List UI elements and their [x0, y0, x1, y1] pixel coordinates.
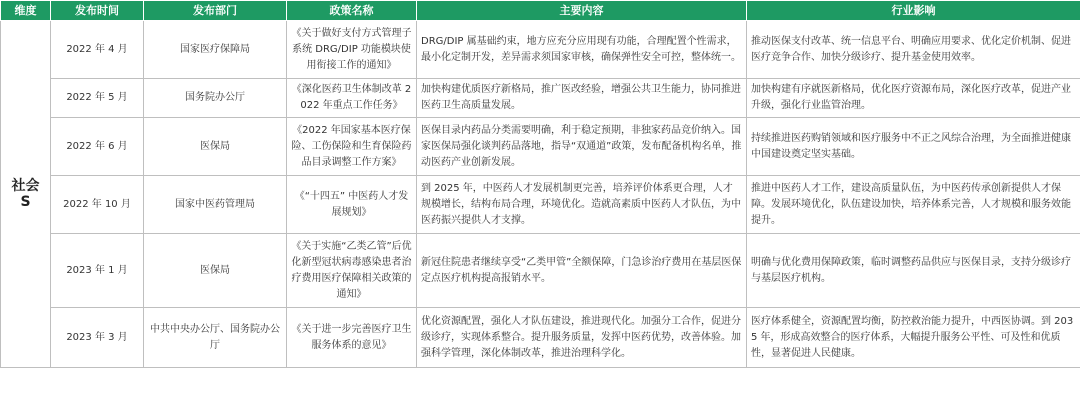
department-cell: 国家医疗保障局: [144, 21, 287, 79]
impact-cell: 医疗体系健全，资源配置均衡，防控救治能力提升，中西医协调。到 2035 年，形成高效整合的医疗体系，大幅提升服务公平性、可及性和优质性，显著促进人民健康。: [747, 308, 1080, 368]
header-content: 主要内容: [417, 1, 747, 21]
policy-cell: 《关于进一步完善医疗卫生服务体系的意见》: [287, 308, 417, 368]
content-cell: 到 2025 年，中医药人才发展机制更完善，培养评价体系更合理，人才规模增长，结构布局合理，环境优化。造就高素质中医药人才队伍，为中医药振兴提供人才支撑。: [417, 176, 747, 234]
content-cell: 加快构建优质医疗新格局，推广医改经验，增强公共卫生能力，协同推进医药卫生高质量发展。: [417, 79, 747, 118]
content-cell: DRG/DIP 属基础约束，地方应充分应用现有功能，合理配置个性需求，最小化定制开发，差异需求须国家审核，确保弹性安全可控，整体统一。: [417, 21, 747, 79]
policy-cell: 《深化医药卫生体制改革 2022 年重点工作任务》: [287, 79, 417, 118]
content-cell: 优化资源配置，强化人才队伍建设，推进现代化。加强分工合作，促进分级诊疗，实现体系整合。提升服务质量，发挥中医药优势，改善体验。加强科学管理，深化体制改革，推进治理科学化。: [417, 308, 747, 368]
header-time: 发布时间: [51, 1, 144, 21]
department-cell: 医保局: [144, 234, 287, 308]
policy-cell: 《2022 年国家基本医疗保险、工伤保险和生育保险药品目录调整工作方案》: [287, 118, 417, 176]
policy-cell: 《关于实施“乙类乙管”后优化新型冠状病毒感染患者治疗费用医疗保障相关政策的通知》: [287, 234, 417, 308]
impact-cell: 推进中医药人才工作，建设高质量队伍，为中医药传承创新提供人才保障。发展环境优化，队伍建设加快，培养体系完善，人才规模和服务效能提升。: [747, 176, 1080, 234]
table-row: [1, 308, 1080, 368]
department-cell: 医保局: [144, 118, 287, 176]
impact-cell: 推动医保支付改革、统一信息平台、明确应用要求、优化定价机制、促进医疗竞争合作、加快分级诊疗、提升基金使用效率。: [747, 21, 1080, 79]
table-row: [1, 118, 1080, 176]
header-impact: 行业影响: [747, 1, 1080, 21]
time-cell: 2023 年 1 月: [51, 234, 144, 308]
table-row: [1, 176, 1080, 234]
dimension-label: 社会: [11, 178, 40, 194]
header-dimension: 维度: [1, 1, 51, 21]
time-cell: 2022 年 6 月: [51, 118, 144, 176]
impact-cell: 持续推进医药购销领域和医疗服务中不正之风综合治理，为全面推进健康中国建设奠定坚实基础。: [747, 118, 1080, 176]
time-cell: 2023 年 3 月: [51, 308, 144, 368]
department-cell: 国家中医药管理局: [144, 176, 287, 234]
header-policy: 政策名称: [287, 1, 417, 21]
impact-cell: 明确与优化费用保障政策，临时调整药品供应与医保目录，支持分级诊疗与基层医疗机构。: [747, 234, 1080, 308]
department-cell: 国务院办公厅: [144, 79, 287, 118]
impact-cell: 加快构建有序就医新格局，优化医疗资源布局，深化医疗改革，促进产业升级，强化行业监管治理。: [747, 79, 1080, 118]
policy-cell: 《关于做好支付方式管理子系统 DRG/DIP 功能模块使用衔接工作的通知》: [287, 21, 417, 79]
table-row: [1, 21, 1080, 79]
department-cell: 中共中央办公厅、国务院办公厅: [144, 308, 287, 368]
time-cell: 2022 年 5 月: [51, 79, 144, 118]
header-row: [1, 1, 1080, 21]
policy-cell: 《“十四五” 中医药人才发展规划》: [287, 176, 417, 234]
header-department: 发布部门: [144, 1, 287, 21]
dimension-cell: [1, 21, 51, 368]
table-row: [1, 79, 1080, 118]
content-cell: 新冠住院患者继续享受“乙类甲管”全额保障，门急诊治疗费用在基层医保定点医疗机构提高报销水平。: [417, 234, 747, 308]
time-cell: 2022 年 4 月: [51, 21, 144, 79]
time-cell: 2022 年 10 月: [51, 176, 144, 234]
content-cell: 医保目录内药品分类需要明确，利于稳定预期，非独家药品竞价纳入。国家医保局强化谈判药品落地，指导“双通道”政策，发布配备机构名单，推动医药产业创新发展。: [417, 118, 747, 176]
dimension-code: S: [20, 194, 31, 210]
table-row: [1, 234, 1080, 308]
